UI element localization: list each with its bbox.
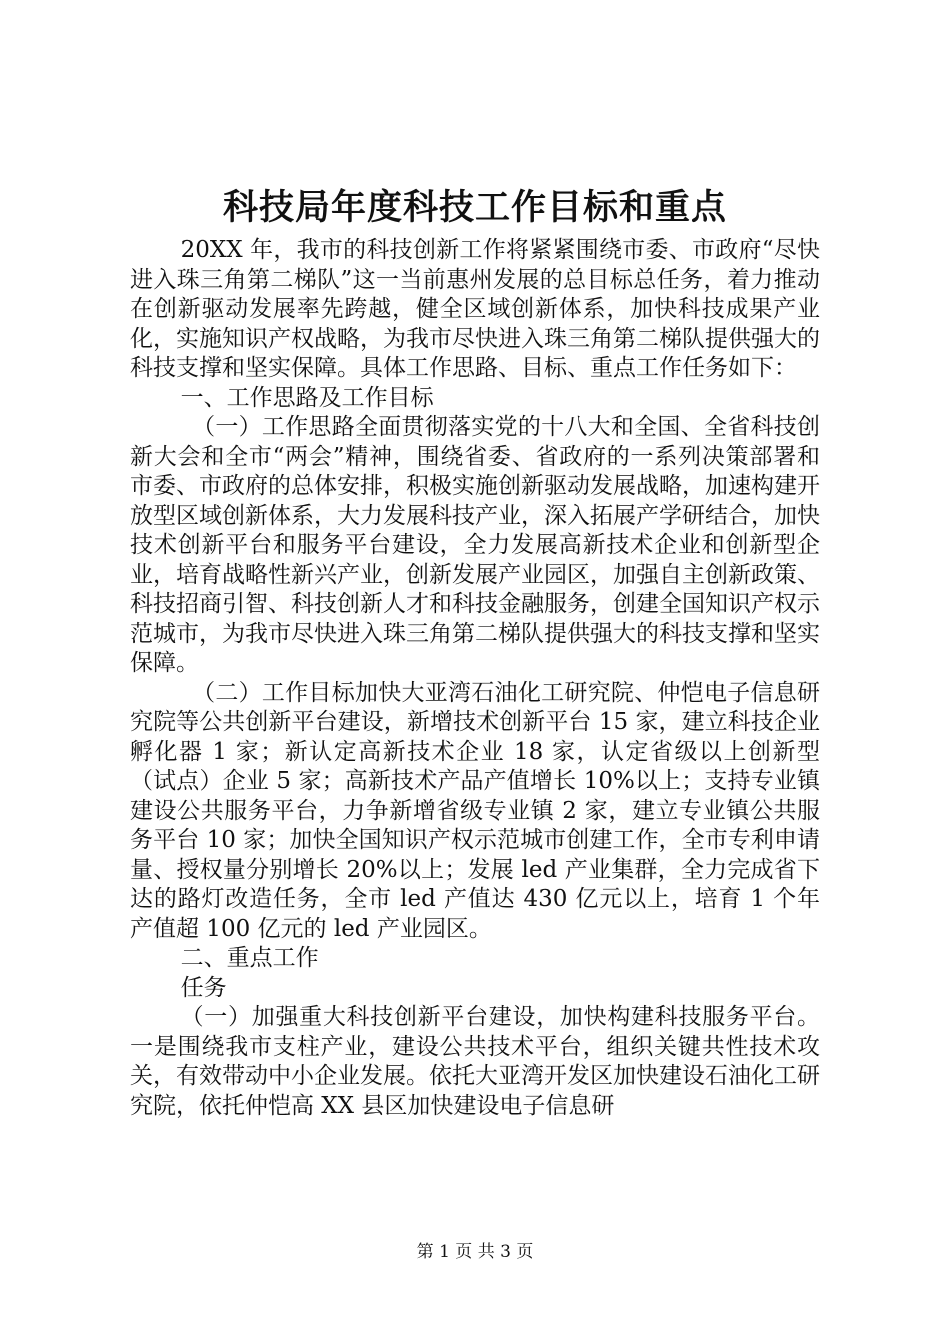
document-title: 科技局年度科技工作目标和重点: [222, 187, 727, 228]
work-approach-paragraph: （一）工作思路全面贯彻落实党的十八大和全国、全省科技创新大会和全市“两会”精神，围绕省委、省政府的一系列决策部署和市委、市政府的总体安排，积极实施创新驱动发展战略，加速构建开放型区域创新体系，大力发展科技产业，深入拓展产学研结合，加快技术创新平台和服务平台建设，全力发展高新技术企业和创新型企业，培育战略性新兴产业，创新发展产业园区，加强自主创新政策、科技招商引智、科技创新人才和科技金融服务，创建全国知识产权示范城市，为我市尽快进入珠三角第二梯队提供强大的科技支撑和坚实保障。: [130, 414, 820, 676]
section-heading-2-cont: 任务: [180, 974, 227, 1001]
document-body: [130, 236, 820, 1121]
section-heading-1: 一、工作思路及工作目标: [180, 384, 434, 411]
key-task-paragraph-1: （一）加强重大科技创新平台建设，加快构建科技服务平台。一是围绕我市支柱产业，建设公共技术平台，组织关键共性技术攻关，有效带动中小企业发展。依托大亚湾开发区加快建设石油化工研究院，依托仲恺高 XX 县区加快建设电子信息研: [130, 1004, 820, 1119]
section-heading-2: 二、重点工作: [180, 945, 319, 971]
work-goals-paragraph: （二）工作目标加快大亚湾石油化工研究院、仲恺电子信息研究院等公共创新平台建设，新增技术创新平台 15 家，建立科技企业孵化器 1 家；新认定高新技术企业 18 家，认定省级以上创新型（试点）企业 5 家；高新技术产品产值增长 10%以上；支持专业镇建设公共服务平台，力争新增省级专业镇 2 家，建立专业镇公共服务平台 10 家；加快全国知识产权示范城市创建工作，全市专利申请量、授权量分别增长 20%以上；发展 led 产业集群，全力完成省下达的路灯改造任务，全市 led 产值达 430 亿元以上，培育 1 个年产值超 100 亿元的 led 产业园区。: [130, 679, 820, 942]
intro-paragraph: 20XX 年，我市的科技创新工作将紧紧围绕市委、市政府“尽快进入珠三角第二梯队”这一当前惠州发展的总目标总任务，着力推动在创新驱动发展率先跨越，健全区域创新体系，加快科技成果产业化，实施知识产权战略，为我市尽快进入珠三角第二梯队提供强大的科技支撑和坚实保障。具体工作思路、目标、重点工作任务如下：: [130, 237, 820, 381]
page-footer: 第 1 页 共 3 页: [416, 1242, 534, 1262]
